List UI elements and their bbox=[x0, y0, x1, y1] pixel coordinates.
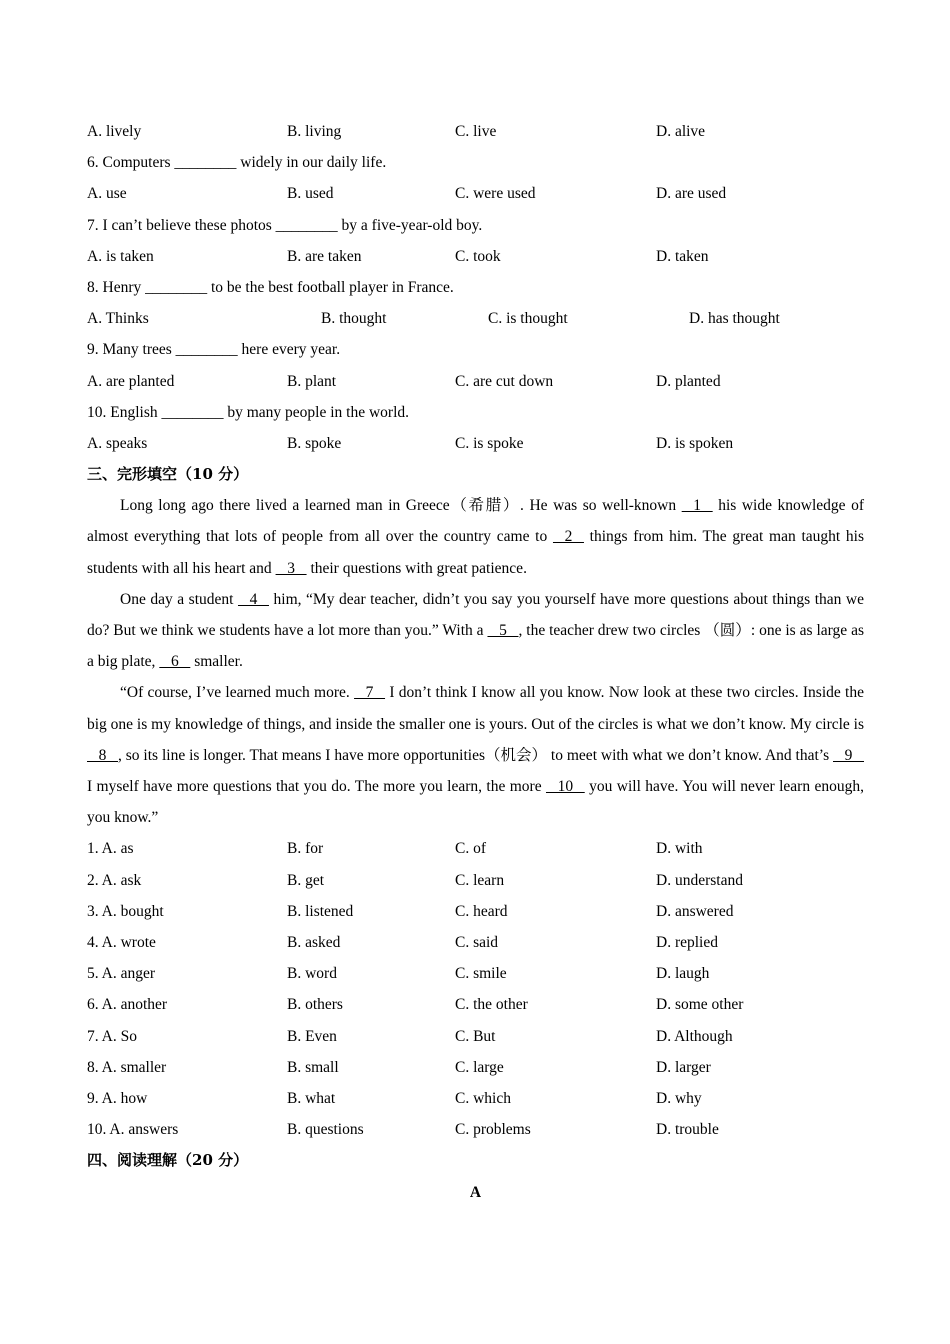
option-c: C. heard bbox=[455, 902, 508, 920]
passage-paragraph-3 bbox=[87, 677, 864, 833]
option-a: A. speaks bbox=[87, 434, 148, 452]
passage-text: One day a student bbox=[120, 590, 238, 608]
options-row bbox=[87, 366, 864, 397]
options-row bbox=[87, 927, 864, 958]
option-a: A. lively bbox=[87, 123, 142, 140]
option-b: B. word bbox=[287, 965, 337, 983]
cloze-options bbox=[87, 833, 864, 1145]
option-c: C. is thought bbox=[488, 310, 568, 328]
option-c: C. took bbox=[455, 247, 501, 265]
options-row bbox=[87, 1083, 864, 1114]
option-c: C. But bbox=[455, 1027, 496, 1045]
section-title-cloze: 三、完形填空（10 分） bbox=[87, 465, 249, 484]
cloze-blank: 9 bbox=[833, 746, 864, 764]
option-d: D. taken bbox=[656, 247, 709, 265]
option-d: D. laugh bbox=[656, 965, 710, 983]
option-d: D. with bbox=[656, 840, 703, 858]
exam-page bbox=[87, 116, 864, 1208]
passage-text: , so its line is longer. That means I have more opportunities（机会） to meet with what we don’t know. And that’s bbox=[118, 746, 833, 764]
option-d: D. replied bbox=[656, 934, 718, 952]
option-c: C. the other bbox=[455, 996, 528, 1014]
option-d: D. Although bbox=[656, 1027, 733, 1045]
option-c: C. large bbox=[455, 1058, 504, 1076]
option-d: D. why bbox=[656, 1089, 702, 1107]
question-stem: 6. Computers ________ widely in our daily life. bbox=[87, 154, 387, 172]
option-d: D. are used bbox=[656, 185, 727, 203]
option-b: B. for bbox=[287, 840, 324, 858]
cloze-blank: 8 bbox=[87, 746, 118, 764]
passage-text: Long long ago there lived a learned man in Greece（希腊）. He was so well-known bbox=[120, 497, 682, 515]
question-stem: 10. English ________ by many people in the world. bbox=[87, 403, 410, 421]
passage-paragraph-1 bbox=[87, 490, 864, 584]
question-stem: 8. Henry ________ to be the best football player in France. bbox=[87, 278, 454, 296]
cloze-blank: 4 bbox=[237, 590, 269, 608]
passage-text: smaller. bbox=[190, 653, 243, 671]
passage-text: I don’t think I know all you know. Now look at these two circles. Inside the big one is my knowledge of things, and inside the smaller one is yours. Out of the circles is what we don’t know. My circle is bbox=[87, 684, 865, 733]
options-row bbox=[87, 428, 864, 459]
option-b: B. are taken bbox=[287, 247, 362, 265]
option-a: 8. A. smaller bbox=[87, 1058, 167, 1076]
option-a: 10. A. answers bbox=[87, 1121, 179, 1139]
option-a: 6. A. another bbox=[87, 996, 168, 1014]
option-a: 1. A. as bbox=[87, 840, 134, 858]
grammar-questions bbox=[87, 147, 864, 459]
section-title-reading: 四、阅读理解（20 分） bbox=[87, 1151, 249, 1170]
option-b: B. thought bbox=[321, 310, 387, 328]
options-row bbox=[87, 116, 864, 147]
option-b: B. spoke bbox=[287, 434, 342, 452]
option-c: C. live bbox=[455, 123, 497, 140]
option-a: A. use bbox=[87, 185, 127, 203]
option-b: B. get bbox=[287, 871, 325, 889]
option-d: D. understand bbox=[656, 871, 743, 889]
options-row bbox=[87, 1052, 864, 1083]
passage-text: I myself have more questions that you do. The more you learn, the more bbox=[87, 778, 546, 796]
option-a: A. are planted bbox=[87, 372, 175, 390]
option-a: A. is taken bbox=[87, 247, 154, 265]
option-a: 5. A. anger bbox=[87, 965, 156, 983]
question-stem: 9. Many trees ________ here every year. bbox=[87, 341, 341, 359]
passage-paragraph-2 bbox=[87, 584, 864, 678]
option-c: C. which bbox=[455, 1089, 511, 1107]
cloze-blank: 5 bbox=[487, 622, 519, 640]
option-b: B. used bbox=[287, 185, 334, 203]
option-c: C. problems bbox=[455, 1121, 531, 1139]
cloze-blank: 7 bbox=[354, 684, 386, 702]
option-b: B. asked bbox=[287, 934, 341, 952]
option-c: C. smile bbox=[455, 965, 507, 983]
question-stem: 7. I can’t believe these photos ________ by a five-year-old boy. bbox=[87, 216, 483, 234]
options-row bbox=[87, 178, 864, 209]
option-d: D. answered bbox=[656, 902, 734, 920]
option-b: B. Even bbox=[287, 1027, 337, 1045]
option-b: B. listened bbox=[287, 902, 354, 920]
options-row bbox=[87, 303, 864, 334]
cloze-blank: 1 bbox=[681, 497, 713, 515]
option-d: D. alive bbox=[656, 123, 706, 140]
options-row bbox=[87, 241, 864, 272]
reading-part-label: A bbox=[469, 1183, 482, 1201]
option-c: C. is spoke bbox=[455, 434, 524, 452]
option-b: B. questions bbox=[287, 1121, 364, 1139]
option-d: D. is spoken bbox=[656, 434, 734, 452]
option-c: C. said bbox=[455, 934, 499, 952]
option-d: D. trouble bbox=[656, 1121, 719, 1139]
cloze-blank: 6 bbox=[159, 653, 191, 671]
passage-text: “Of course, I’ve learned much more. bbox=[120, 684, 355, 702]
passage-text: his wide knowledge of almost everything that lots of people from all over the country came to bbox=[87, 497, 865, 546]
option-b: B. what bbox=[287, 1089, 336, 1107]
option-c: C. are cut down bbox=[455, 372, 554, 390]
cloze-blank: 2 bbox=[552, 528, 584, 546]
option-d: D. has thought bbox=[689, 310, 780, 328]
option-b: B. small bbox=[287, 1058, 339, 1076]
option-c: C. of bbox=[455, 840, 486, 858]
options-row bbox=[87, 833, 864, 864]
option-c: C. learn bbox=[455, 871, 505, 889]
option-b: B. others bbox=[287, 996, 343, 1014]
option-b: B. living bbox=[287, 123, 342, 140]
option-a: 7. A. So bbox=[87, 1027, 137, 1045]
passage-text: things from him. The great man taught his students with all his heart and bbox=[87, 528, 865, 577]
option-a: 9. A. how bbox=[87, 1089, 148, 1107]
passage-text: , the teacher drew two circles （圆）: one is as large as a big plate, bbox=[87, 622, 864, 671]
options-row bbox=[87, 989, 864, 1020]
options-row bbox=[87, 896, 864, 927]
option-d: D. some other bbox=[656, 996, 744, 1014]
option-c: C. were used bbox=[455, 185, 536, 203]
option-a: 4. A. wrote bbox=[87, 934, 156, 952]
option-d: D. larger bbox=[656, 1058, 711, 1076]
cloze-blank: 3 bbox=[275, 559, 307, 577]
options-row bbox=[87, 1114, 864, 1145]
option-a: A. Thinks bbox=[87, 310, 149, 328]
option-b: B. plant bbox=[287, 372, 337, 390]
passage-text: their questions with great patience. bbox=[306, 559, 527, 577]
option-a: 2. A. ask bbox=[87, 871, 142, 889]
options-row bbox=[87, 958, 864, 989]
cloze-blank: 10 bbox=[545, 778, 585, 796]
passage-text: him, “My dear teacher, didn’t you say you yourself have more questions about things than we do? But we think we students have a lot more than you.” With a bbox=[87, 590, 864, 640]
options-row bbox=[87, 865, 864, 896]
option-a: 3. A. bought bbox=[87, 902, 164, 920]
options-row bbox=[87, 1021, 864, 1052]
option-d: D. planted bbox=[656, 372, 721, 390]
passage-text: you will have. You will never learn enough, you know.” bbox=[87, 778, 864, 827]
